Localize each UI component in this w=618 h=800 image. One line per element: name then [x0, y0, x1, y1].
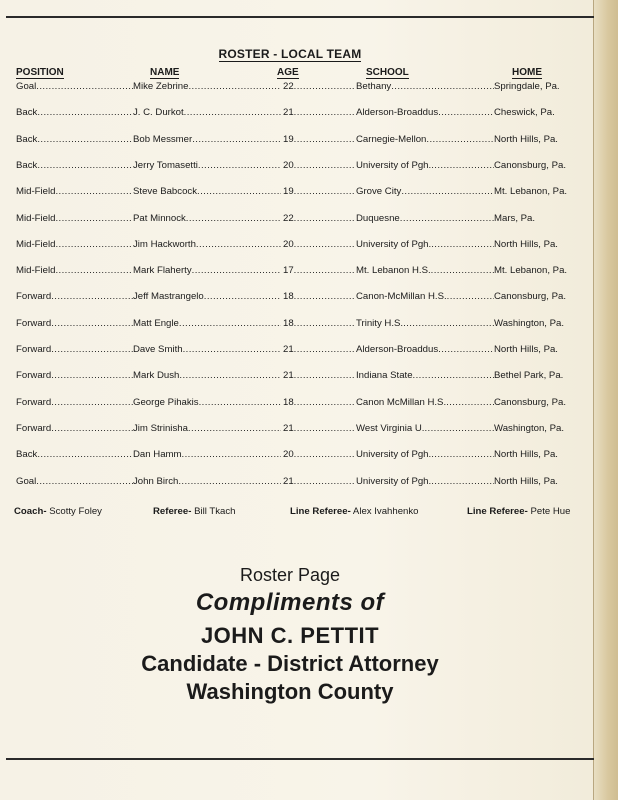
cell-school: Alderson-Broaddus ..... — [356, 106, 494, 120]
ad-sponsor-name: JOHN C. PETTIT — [200, 623, 380, 648]
cell-name: Steve Babcock ..... — [133, 185, 281, 199]
cell-school: Canon McMillan H.S. ..... — [356, 396, 494, 410]
cell-school: University of Pgh. ..... — [356, 238, 494, 252]
table-row — [0, 422, 600, 436]
table-row — [0, 290, 600, 304]
cell-school: Grove City ..... — [356, 185, 494, 199]
cell-school: University of Pgh. ..... — [356, 475, 494, 489]
cell-age: 21 ..... — [283, 343, 355, 357]
cell-position: Forward ..... — [16, 369, 133, 383]
cell-position: Mid-Field ..... — [16, 264, 133, 278]
cell-home: Mars, Pa. — [494, 212, 536, 224]
cell-school: Indiana State ..... — [356, 369, 494, 383]
cell-age: 22 ..... — [283, 212, 355, 226]
cell-home: Mt. Lebanon, Pa. — [494, 186, 568, 198]
cell-home: Washington, Pa. — [494, 317, 565, 329]
cell-home: Canonsburg, Pa. — [494, 396, 566, 408]
cell-position: Mid-Field ..... — [16, 212, 133, 226]
cell-position: Forward ..... — [16, 290, 133, 304]
cell-name: Bob Messmer ..... — [133, 133, 281, 147]
header-home: HOME — [512, 67, 542, 78]
cell-age: 19 ..... — [283, 185, 355, 199]
cell-name: Dave Smith ..... — [133, 343, 281, 357]
table-row — [0, 159, 600, 173]
cell-age: 20 ..... — [283, 159, 355, 173]
cell-school: Alderson-Broaddus ..... — [356, 343, 494, 357]
cell-name: Pat Minnock ..... — [133, 212, 281, 226]
cell-home: North Hills, Pa. — [494, 475, 558, 487]
cell-age: 19 ..... — [283, 133, 355, 147]
cell-position: Goal ..... — [16, 80, 133, 94]
cell-home: North Hills, Pa. — [494, 133, 558, 145]
roster-title: ROSTER - LOCAL TEAM — [218, 47, 362, 61]
cell-position: Back ..... — [16, 133, 133, 147]
top-rule — [6, 16, 594, 18]
cell-position: Mid-Field ..... — [16, 238, 133, 252]
referee-credit: Referee- Bill Tkach — [153, 506, 236, 517]
cell-name: Matt Engle ..... — [133, 317, 281, 331]
cell-school: Trinity H.S. ..... — [356, 317, 494, 331]
ad-compliments: Compliments of — [195, 589, 385, 616]
cell-name: Jim Strinisha ..... — [133, 422, 281, 436]
line-referee-credit-2: Line Referee- Pete Hue — [467, 506, 571, 517]
cell-position: Goal ..... — [16, 475, 133, 489]
table-row — [0, 317, 600, 331]
cell-school: West Virginia U. ..... — [356, 422, 494, 436]
cell-age: 22 ..... — [283, 80, 355, 94]
table-row — [0, 106, 600, 120]
header-position: POSITION — [16, 67, 64, 78]
table-row — [0, 80, 600, 94]
cell-age: 17 ..... — [283, 264, 355, 278]
cell-home: Bethel Park, Pa. — [494, 370, 564, 382]
cell-school: University of Pgh. ..... — [356, 159, 494, 173]
cell-name: J. C. Durkot ..... — [133, 106, 281, 120]
cell-home: North Hills, Pa. — [494, 449, 558, 461]
cell-age: 18 ..... — [283, 396, 355, 410]
cell-home: North Hills, Pa. — [494, 344, 558, 355]
table-row — [0, 369, 600, 383]
ad-county: Washington County — [186, 679, 394, 704]
header-school: SCHOOL — [366, 67, 409, 78]
cell-name: John Birch ..... — [133, 475, 281, 489]
cell-position: Forward ..... — [16, 343, 133, 357]
table-row — [0, 185, 600, 199]
cell-school: Carnegie-Mellon ..... — [356, 133, 494, 147]
cell-home: North Hills, Pa. — [494, 238, 558, 250]
cell-school: University of Pgh. ..... — [356, 448, 494, 462]
ad-candidate: Candidate - District Attorney — [141, 651, 439, 676]
cell-position: Back ..... — [16, 159, 133, 173]
cell-age: 21 ..... — [283, 422, 355, 436]
cell-name: Mike Zebrine ..... — [133, 80, 281, 94]
cell-home: Mt. Lebanon, Pa. — [494, 265, 568, 277]
cell-home: Canonsburg, Pa. — [494, 291, 566, 303]
table-row — [0, 448, 600, 462]
table-row — [0, 238, 600, 252]
cell-name: George Pihakis ..... — [133, 396, 281, 410]
table-row — [0, 212, 600, 226]
cell-position: Forward ..... — [16, 422, 133, 436]
cell-name: Dan Hamm ..... — [133, 448, 281, 462]
cell-age: 20 ..... — [283, 238, 355, 252]
cell-name: Mark Flaherty ..... — [133, 264, 281, 278]
cell-age: 21 ..... — [283, 106, 355, 120]
cell-name: Jeff Mastrangelo ..... — [133, 290, 281, 304]
cell-position: Forward ..... — [16, 396, 133, 410]
cell-school: Bethany ..... — [356, 80, 494, 94]
table-row — [0, 264, 600, 278]
cell-position: Back ..... — [16, 448, 133, 462]
ad-roster-page: Roster Page — [239, 565, 341, 585]
cell-name: Mark Dush ..... — [133, 369, 281, 383]
table-row — [0, 396, 600, 410]
cell-home: Cheswick, Pa. — [494, 107, 555, 119]
cell-age: 20 ..... — [283, 448, 355, 462]
cell-school: Canon-McMillan H.S. ..... — [356, 290, 494, 304]
cell-position: Forward ..... — [16, 317, 133, 331]
header-name: NAME — [150, 67, 180, 78]
cell-age: 21 ..... — [283, 475, 355, 489]
cell-age: 21 ..... — [283, 369, 355, 383]
cell-school: Mt. Lebanon H.S. ..... — [356, 264, 494, 278]
cell-position: Mid-Field ..... — [16, 185, 133, 199]
cell-name: Jerry Tomasetti ..... — [133, 159, 281, 173]
table-row — [0, 343, 600, 357]
table-row — [0, 475, 600, 489]
table-row — [0, 133, 600, 147]
cell-home: Springdale, Pa. — [494, 81, 560, 92]
cell-school: Duquesne ..... — [356, 212, 494, 226]
cell-age: 18 ..... — [283, 290, 355, 304]
bottom-rule — [6, 758, 594, 760]
line-referee-credit-1: Line Referee- Alex Ivahhenko — [290, 506, 419, 517]
cell-position: Back ..... — [16, 106, 133, 120]
coach-credit: Coach- Scotty Foley — [14, 506, 102, 517]
header-age: AGE — [277, 67, 299, 78]
cell-home: Washington, Pa. — [494, 422, 565, 434]
cell-name: Jim Hackworth ..... — [133, 238, 281, 252]
cell-home: Canonsburg, Pa. — [494, 159, 566, 171]
cell-age: 18 ..... — [283, 317, 355, 331]
